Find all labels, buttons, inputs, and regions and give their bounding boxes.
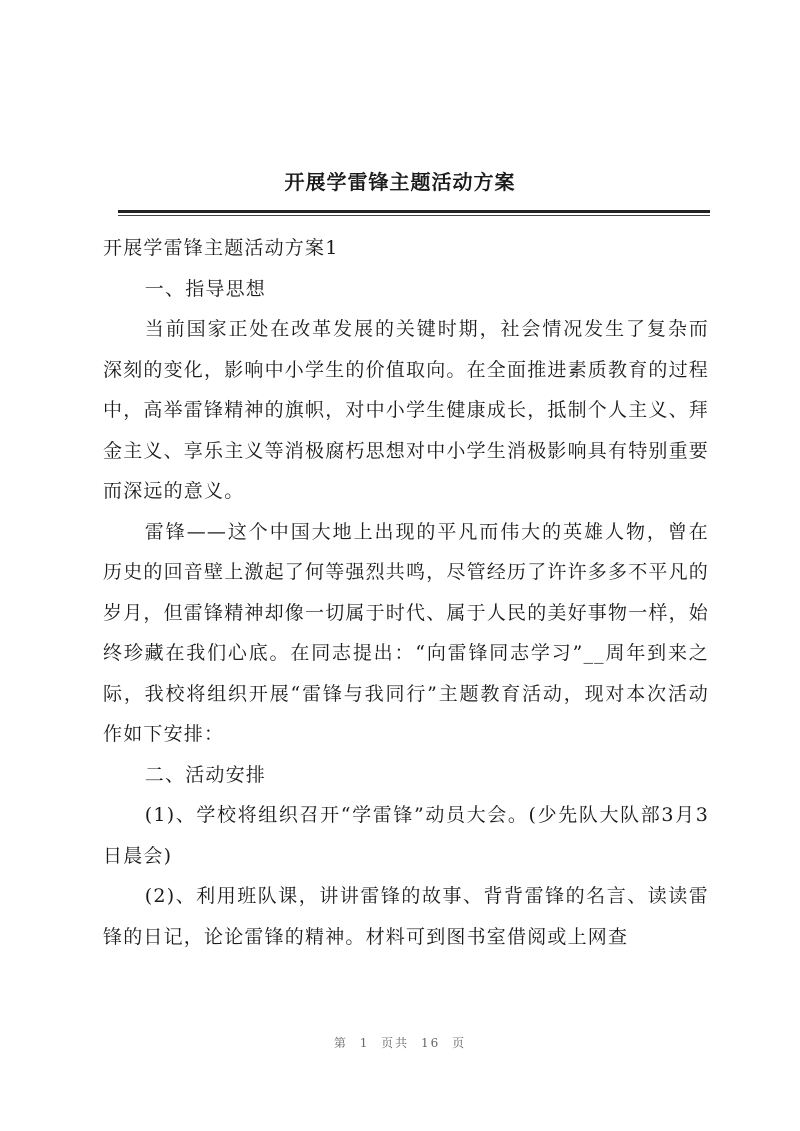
footer-suffix: 页 bbox=[452, 1036, 467, 1050]
document-body bbox=[103, 228, 709, 957]
heading-guiding-ideology: 一、指导思想 bbox=[144, 277, 266, 300]
title-rule-thick bbox=[118, 210, 710, 213]
paragraph-intro: 当前国家正处在改革发展的关键时期，社会情况发生了复杂而深刻的变化，影响中小学生的价值取向。在全面推进素质教育的过程中，高举雷锋精神的旗帜，对中小学生健康成长，抵制个人主义、拜金主义、享乐主义等消极腐朽思想对中小学生消极影响具有特别重要而深远的意义。 bbox=[103, 318, 710, 502]
heading-activity-plan: 二、活动安排 bbox=[144, 763, 266, 786]
page-footer bbox=[0, 1034, 800, 1051]
section-heading: 开展学雷锋主题活动方案1 bbox=[103, 237, 339, 259]
footer-prefix: 第 bbox=[333, 1036, 348, 1050]
document-title: 开展学雷锋主题活动方案 bbox=[284, 170, 516, 194]
paragraph-leifeng: 雷锋——这个中国大地上出现的平凡而伟大的英雄人物，曾在历史的回音壁上激起了何等强烈共鸣，尽管经历了许许多多不平凡的岁月，但雷锋精神却像一切属于时代、属于人民的美好事物一样，始终珍藏在我们心底。在同志提出：“向雷锋同志学习”__周年到来之际，我校将组织开展“雷锋与我同行”主题教育活动，现对本次活动作如下安排： bbox=[103, 520, 710, 745]
title-rule-thin bbox=[118, 215, 710, 216]
footer-total-pages: 16 bbox=[421, 1036, 441, 1050]
footer-middle: 页共 bbox=[381, 1036, 410, 1050]
paragraph-item-2: (2)、利用班队课，讲讲雷锋的故事、背背雷锋的名言、读读雷锋的日记，论论雷锋的精神。材料可到图书室借阅或上网查 bbox=[103, 885, 709, 948]
paragraph-item-1: (1)、学校将组织召开“学雷锋”动员大会。(少先队大队部3月3日晨会) bbox=[103, 804, 709, 867]
footer-page-number: 1 bbox=[359, 1036, 370, 1050]
